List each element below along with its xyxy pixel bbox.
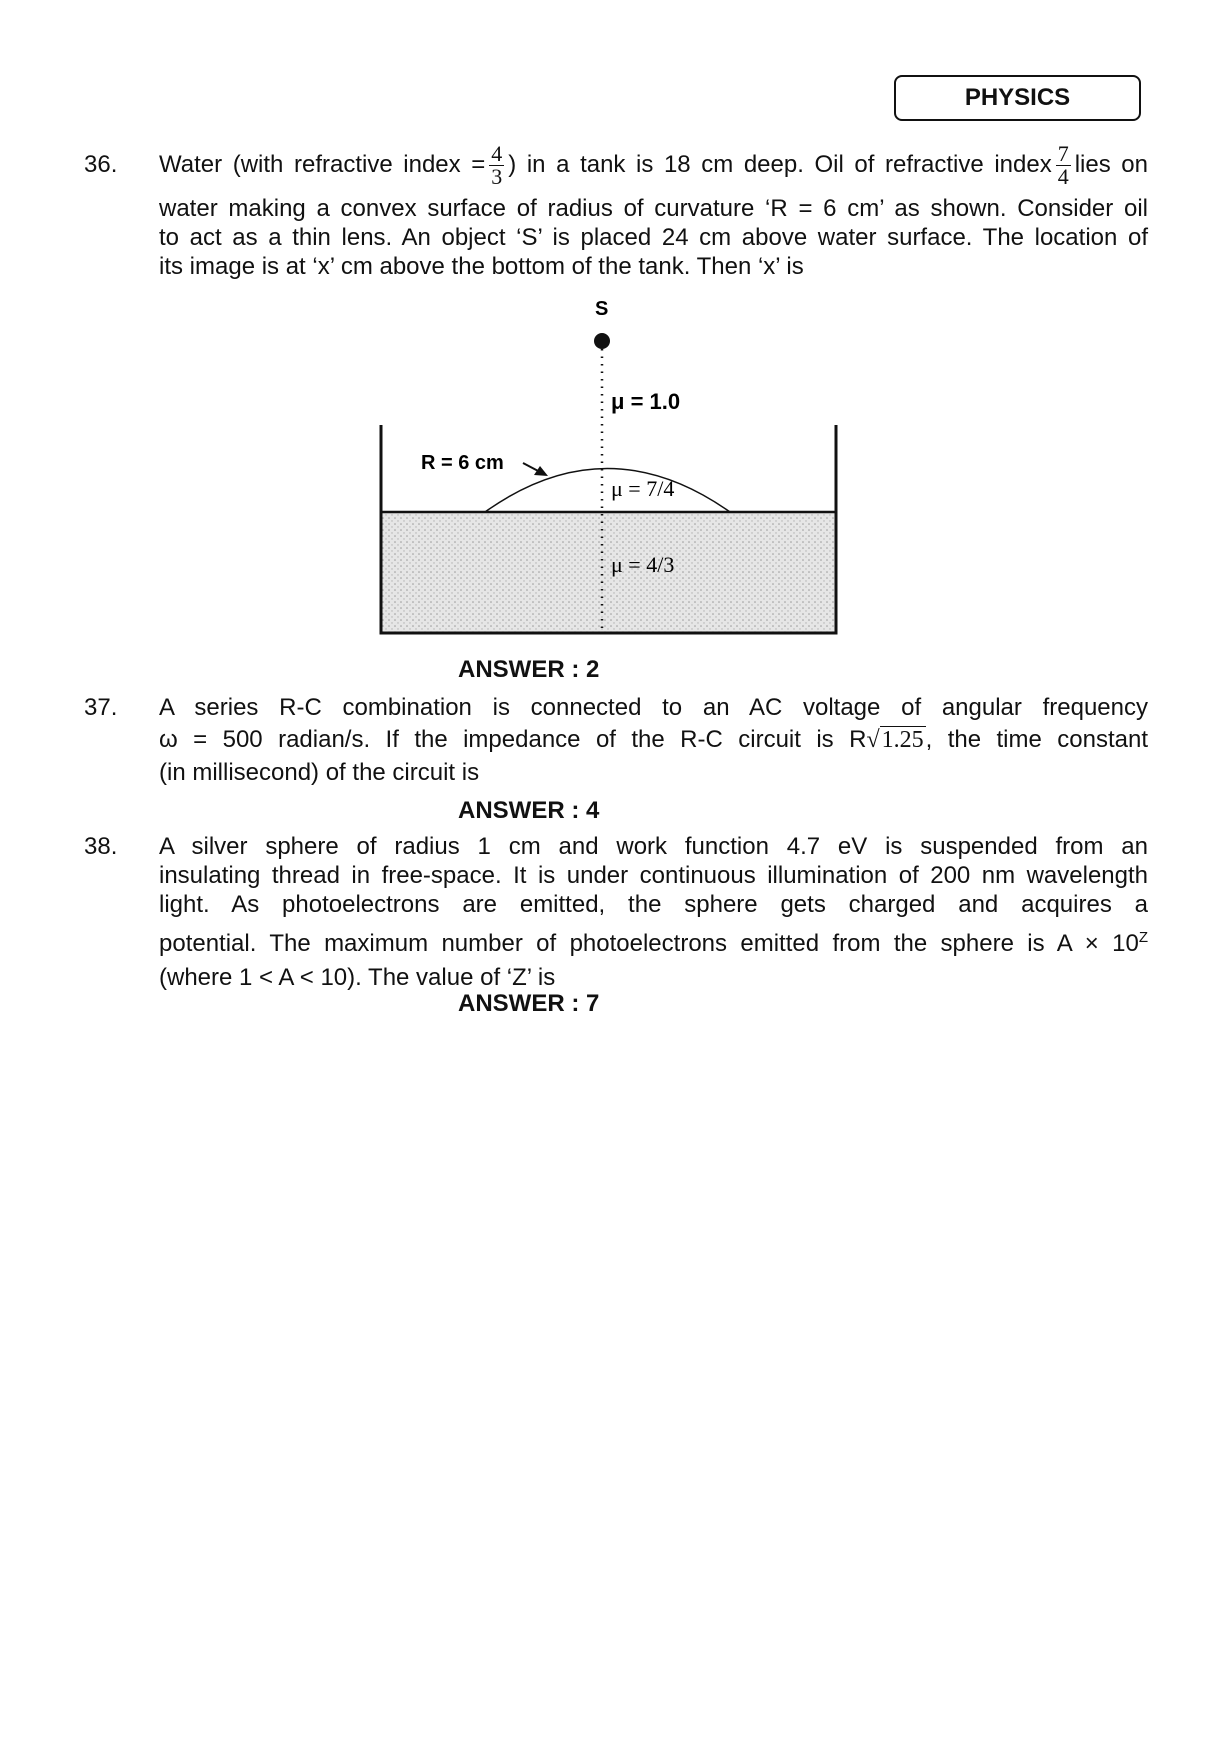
- question-line: water making a convex surface of radius of curvature ‘R = 6 cm’ as shown. Consider oil: [159, 195, 1148, 222]
- question-number: 38.: [84, 833, 118, 860]
- question-text-segment: Water (with refractive index =: [159, 151, 486, 178]
- exponent: Z: [1138, 929, 1148, 946]
- question-text-segment: ω = 500 radian/s. If the impedance of the R-C circuit is R: [159, 726, 867, 753]
- fraction-numerator: 7: [1057, 141, 1069, 167]
- water-region: [381, 512, 836, 633]
- fraction-numerator: 4: [491, 141, 503, 167]
- question-line: [159, 722, 1148, 758]
- question-text-segment: potential. The maximum number of photoelectrons emitted from the sphere is A × 10: [159, 930, 1139, 957]
- question-line: light. As photoelectrons are emitted, the sphere gets charged and acquires a: [159, 891, 1148, 918]
- question-text: [159, 693, 1148, 787]
- mu-air-label: μ = 1.0: [611, 389, 681, 414]
- object-point-s: [594, 333, 610, 349]
- question-text-segment: lies on: [1074, 151, 1149, 178]
- square-root: √1.25: [866, 727, 924, 753]
- mu-water-label: μ = 4/3: [611, 552, 675, 577]
- question-number: 36.: [84, 151, 118, 178]
- question-text-segment: ) in a tank is 18 cm deep. Oil of refractive index: [508, 151, 1052, 178]
- fraction-water-index: [489, 143, 504, 188]
- question-text: [159, 136, 1148, 281]
- question-line: to act as a thin lens. An object ‘S’ is placed 24 cm above water surface. The location of: [159, 224, 1148, 251]
- answer-37: ANSWER : 4: [458, 797, 600, 824]
- question-text: [159, 832, 1148, 992]
- question-number: 37.: [84, 694, 118, 721]
- fraction-denominator: 3: [491, 164, 503, 190]
- question-text-segment: , the time constant: [925, 726, 1149, 753]
- fraction-oil-index: [1056, 143, 1071, 188]
- question-line: [159, 919, 1148, 963]
- question-line: (in millisecond) of the circuit is: [159, 759, 480, 786]
- subject-header-box: [894, 75, 1141, 121]
- mu-oil-label: μ = 7/4: [611, 476, 675, 501]
- question-line: insulating thread in free-space. It is under continuous illumination of 200 nm wavelength: [159, 862, 1148, 889]
- object-label: S: [595, 298, 609, 320]
- refraction-tank-diagram: [370, 295, 850, 645]
- fraction-denominator: 4: [1057, 164, 1069, 190]
- radicand: 1.25: [881, 727, 924, 753]
- question-line: [159, 136, 1148, 194]
- radius-label: R = 6 cm: [421, 452, 504, 474]
- question-37: [84, 693, 1148, 787]
- question-line: its image is at ‘x’ cm above the bottom of the tank. Then ‘x’ is: [159, 253, 804, 280]
- question-38: [84, 832, 1148, 992]
- oil-convex-surface: [485, 469, 730, 513]
- question-line: A series R-C combination is connected to an AC voltage of angular frequency: [159, 694, 1148, 721]
- answer-38: ANSWER : 7: [458, 990, 600, 1017]
- question-line: A silver sphere of radius 1 cm and work function 4.7 eV is suspended from an: [159, 833, 1148, 860]
- question-line: (where 1 < A < 10). The value of ‘Z’ is: [159, 964, 556, 991]
- answer-36: ANSWER : 2: [458, 656, 600, 683]
- question-36: [84, 136, 1148, 281]
- subject-title: PHYSICS: [964, 84, 1071, 111]
